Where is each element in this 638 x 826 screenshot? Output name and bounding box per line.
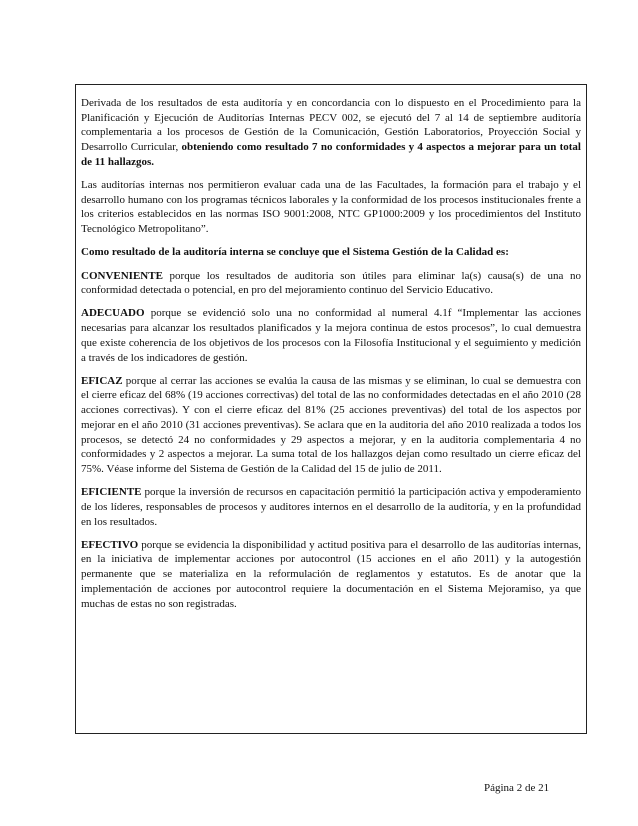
term-label: EFICAZ xyxy=(81,374,123,387)
term-label: CONVENIENTE xyxy=(81,269,163,282)
paragraph-adecuado xyxy=(81,306,581,365)
text-run-bold: Como resultado de la auditoría interna se concluye que el Sistema Gestión de la Calidad es: xyxy=(81,246,509,259)
paragraph-eficiente xyxy=(81,485,581,529)
term-label: ADECUADO xyxy=(81,307,145,320)
text-run: porque se evidencia la disponibilidad y actitud positiva para el desarrollo de las auditorías internas, en la iniciativa de implementar acciones por autocontrol (15 acciones en el año 2011) y la autogestión permanente que se materializa en la reformulación de reglamentos y estatutos. Es de anotar que la implementación de acciones por autocontrol requiere la documentación en el Sistema Mejoramiso, ya que muchas de estas no son registradas. xyxy=(81,538,581,610)
paragraph-eficaz xyxy=(81,374,581,477)
paragraph-conclusion-heading xyxy=(81,245,581,260)
text-run: porque al cerrar las acciones se evalúa la causa de las mismas y se eliminan, lo cual se demuestra con el cierre eficaz del 68% (19 acciones correctivas) del total de las no conformidades detectadas en el año 2010 (28 acciones correctivas). Y con el cierre eficaz del 81% (25 acciones preventivas) del total de los aspectos por mejorar en el año 2010 (31 acciones preventivas). Se aclara que en la auditoria del año 2010 realizada a todos los procesos, se detectó 24 no conformidades y 29 aspectos a mejorar, y en la auditoria complementaria 4 no conformidades y 2 aspectos a mejorar. La suma total de los hallazgos dejan como resultado un cierre eficaz del 75%. Véase informe del Sistema de Gestión de la Calidad del 15 de julio de 2011. xyxy=(81,374,581,475)
text-run-bold: obteniendo como resultado 7 no conformidades y 4 aspectos a mejorar para un total de 11 hallazgos. xyxy=(81,141,581,168)
term-label: EFECTIVO xyxy=(81,538,139,551)
text-run: porque la inversión de recursos en capacitación permitió la participación activa y empoderamiento de los líderes, responsables de procesos y auditores internos en el desarrollo de la auditoría, y en la profundidad en los resultados. xyxy=(81,486,581,528)
paragraph-audit-intro xyxy=(81,96,581,170)
text-run: Las auditorías internas nos permitieron evaluar cada una de las Facultades, la formación para el trabajo y el desarrollo humano con los programas técnicos laborales y la conformidad de los procesos institucionales frente a los criterios establecidos en las normas ISO 9001:2008, NTC GP1000:2009 y los procedimientos del Instituto Tecnológico Metropolitano”. xyxy=(81,179,581,236)
page-number: Página 2 de 21 xyxy=(484,782,550,794)
text-run: porque los resultados de auditoria son útiles para eliminar la(s) causa(s) de una no conformidad detectada o potencial, en pro del mejoramiento continuo del Servicio Educativo. xyxy=(81,269,581,297)
text-run: porque se evidenció solo una no conformidad al numeral 4.1f “Implementar las acciones necesarias para alcanzar los resultados planificados y la mejora continua de estos procesos”, lo cual demuestra que existe coherencia de los objetivos de los procesos con la Filosofía Institucional y el seguimiento y medición a través de los indicadores de gestión. xyxy=(81,307,581,364)
document-body xyxy=(81,96,581,620)
text-run: Derivada de los resultados de esta auditoría y en concordancia con lo dispuesto en el Procedimiento para la Planificación y Ejecución de Auditorías Internas PECV 002, se ejecutó del 7 al 14 de septiembre auditoría complementaria a los procesos de Gestión de la Comunicación, Gestión Laboratorios, Proyección Social y Desarrollo Curricular, xyxy=(81,97,581,154)
paragraph-efectivo xyxy=(81,538,581,612)
paragraph-internal-audits xyxy=(81,178,581,237)
paragraph-conveniente xyxy=(81,269,581,298)
term-label: EFICIENTE xyxy=(81,486,142,499)
